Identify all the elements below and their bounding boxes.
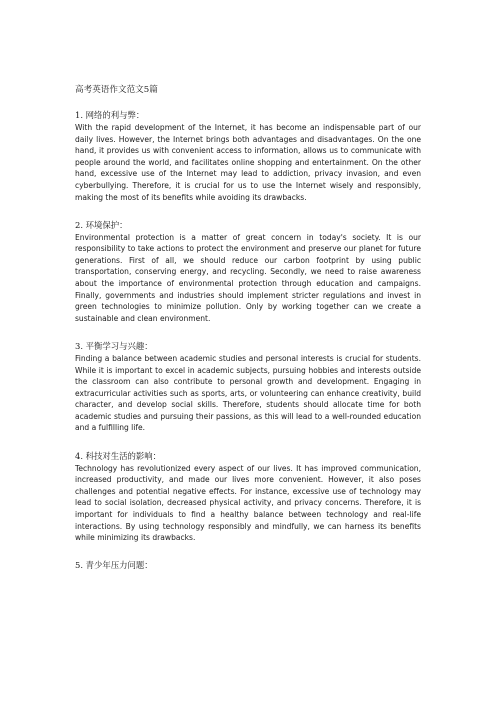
document-content [75,84,421,587]
section-heading: 5. 青少年压力问题： [75,560,153,571]
document-title: 高考英语作文范文5篇 [75,85,158,95]
section-heading: 1. 网络的利与弊： [75,110,145,120]
section-heading: 4. 科技对生活的影响： [75,450,162,461]
essay-section-1 [75,109,421,203]
section-paragraph: Environmental protection is a matter of great concern in today's society. It is our responsibility to take actions to protect the environment and preserve our planet for future generations. First of all, we should reduce our carbon footprint by using public transportation, conserving energy, and recycling. Secondly, we need to raise awareness about the importance of environmental protection through education and campaigns. Finally, governments and industries should implement stricter regulations and invest in green technologies to minimize pollution. Only by working together can we create a sustainable and clean environment. [75,232,421,323]
essay-section-4 [75,450,421,544]
essay-section-2 [75,219,421,325]
section-paragraph: Finding a balance between academic studies and personal interests is crucial for students. While it is important to excel in academic subjects, pursuing hobbies and interests outside the classroom can also contribute to personal growth and development. Engaging in extracurricular activities such as sports, arts, or volunteering can enhance creativity, build character, and develop social skills. Therefore, students should allocate time for both academic studies and pursuing their passions, as this will lead to a well-rounded education and a fulfilling life. [75,353,421,433]
essay-section-3 [75,340,421,434]
section-heading: 2. 环境保护： [75,219,128,230]
section-heading: 3. 平衡学习与兴趣： [75,340,153,351]
essay-section-5 [75,559,421,571]
section-paragraph: With the rapid development of the Internet, it has become an indispensable part of our daily lives. However, the Internet brings both advantages and disadvantages. On the one hand, it provides us with convenient access to information, allows us to communicate with people around the world, and facilitates online shopping and entertainment. On the other hand, excessive use of the Internet may lead to addiction, privacy invasion, and even cyberbullying. Therefore, it is crucial for us to use the Internet wisely and responsibly, making the most of its benefits while avoiding its drawbacks. [75,123,421,202]
section-paragraph: Technology has revolutionized every aspect of our lives. It has improved communication, increased productivity, and made our lives more convenient. However, it also poses challenges and potential negative effects. For instance, excessive use of technology may lead to social isolation, decreased physical activity, and privacy concerns. Therefore, it is important for individuals to find a healthy balance between technology and real-life interactions. By using technology responsibly and mindfully, we can harness its benefits while minimizing its drawbacks. [75,463,421,543]
